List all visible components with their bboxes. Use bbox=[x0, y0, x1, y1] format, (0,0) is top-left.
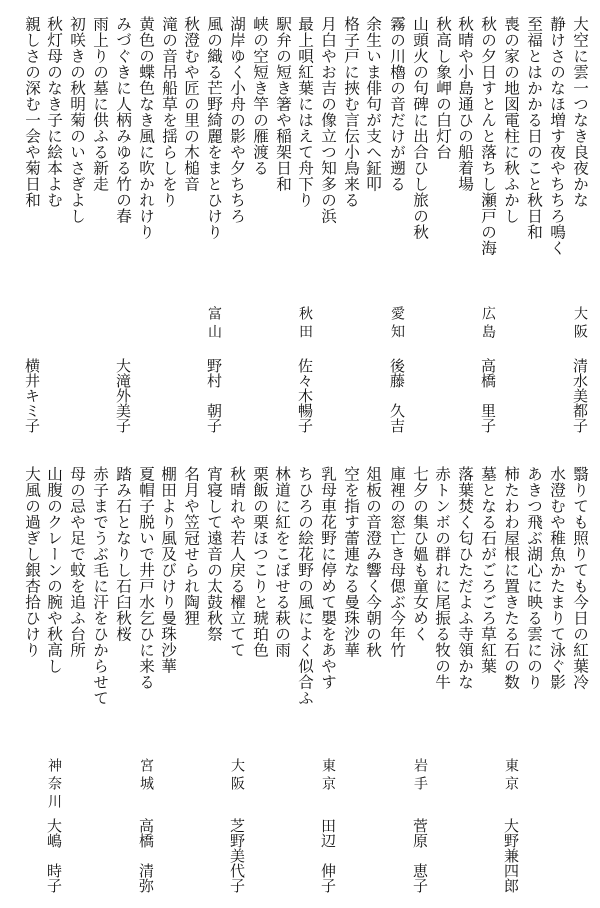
poem-line: 霧の川櫓の音だけが遡る bbox=[388, 16, 406, 192]
author-name: 佐々木暢子 bbox=[296, 358, 314, 433]
poem-line: 夏帽子脱いで井戸水乞ひに来る bbox=[137, 466, 155, 690]
poem-line: 柿たわわ屋根に置きたる石の数 bbox=[502, 466, 520, 690]
poem-line: 翳りても照りても今日の紅葉冷 bbox=[571, 466, 589, 690]
poem-line: 秋晴れや若人戻る櫂立てて bbox=[228, 466, 246, 658]
author-name: 横井キミ子 bbox=[23, 358, 41, 433]
poem-line: 峡の空短き竿の雁渡る bbox=[251, 16, 269, 176]
poem-line: 墓となる石がごろごろ草紅葉 bbox=[479, 466, 497, 674]
poem-line: 最上唄紅葉にはえて舟下り bbox=[296, 16, 314, 208]
author-name: 大滝外美子 bbox=[114, 358, 132, 433]
author-name: 後藤 久吉 bbox=[388, 358, 406, 433]
author-name: 田辺 伸子 bbox=[319, 818, 337, 893]
author-prefecture: 東京 bbox=[320, 758, 336, 794]
poem-line: あきつ飛ぶ湖心に映る雲にのり bbox=[525, 466, 543, 690]
poem-line: 踏み石となりし石臼秋桜 bbox=[114, 466, 132, 642]
poem-line: 大空に雲一つなき良夜かな bbox=[571, 16, 589, 208]
poem-line: みづぐきに人柄みゆる竹の春 bbox=[114, 16, 132, 224]
poem-line: 赤トンボの群れに尾振る牧の牛 bbox=[433, 466, 451, 690]
poem-line: 風の織る芒野綺麗をまとひけり bbox=[205, 16, 223, 240]
poem-line: 黄色の蝶色なき風に吹かれけり bbox=[137, 16, 155, 240]
poem-line: 山腹のクレーンの腕や秋高し bbox=[45, 466, 63, 674]
poem-line: 至福とはかかる日のこと秋日和 bbox=[525, 16, 543, 240]
poem-line: 静けさのなほ増す夜やちちろ鳴く bbox=[548, 16, 566, 256]
poem-line: 秋灯母のなき子に絵本よむ bbox=[45, 16, 63, 208]
poem-line: 秋澄むや匠の里の木槌音 bbox=[182, 16, 200, 192]
author-prefecture: 広島 bbox=[480, 306, 496, 342]
author-prefecture: 愛知 bbox=[389, 306, 405, 342]
author-prefecture: 秋田 bbox=[297, 306, 313, 342]
poem-line: 大風の過ぎし銀杏拾ひけり bbox=[23, 466, 41, 658]
poem-line: 秋晴や小島通ひの船着場 bbox=[456, 16, 474, 192]
poem-line: 親しさの深む一会や菊日和 bbox=[23, 16, 41, 208]
poem-line: 水澄むや稚魚かたまりて泳ぐ影 bbox=[548, 466, 566, 690]
author-prefecture: 神奈川 bbox=[46, 758, 62, 812]
poem-line: 落葉焚く匂ひただよふ寺領かな bbox=[456, 466, 474, 690]
poem-line: 母の忌や足で蚊を追ふ台所 bbox=[68, 466, 86, 658]
poem-line: 空を指す蕾連なる曼珠沙華 bbox=[342, 466, 360, 658]
poem-line: 俎板の音澄み響く今朝の秋 bbox=[364, 466, 382, 658]
author-name: 高橋 清弥 bbox=[137, 818, 155, 893]
author-name: 清水美都子 bbox=[571, 358, 589, 433]
poem-line: ちひろの絵花野の風によく似合ふ bbox=[296, 466, 314, 706]
author-name: 芝野美代子 bbox=[228, 818, 246, 893]
poem-line: 宵寝して遠音の太鼓秋祭 bbox=[205, 466, 223, 642]
poem-line: 庫裡の窓亡き母偲ぶ今年竹 bbox=[388, 466, 406, 658]
poem-line: 栗飯の栗ほつこりと琥珀色 bbox=[251, 466, 269, 658]
poem-line: 山頭火の句碑に出合ひし旅の秋 bbox=[411, 16, 429, 240]
poem-line: 七夕の集ひ媼も童女めく bbox=[411, 466, 429, 642]
poem-line: 格子戸に挾む言伝小鳥来る bbox=[342, 16, 360, 208]
poem-line: 駅弁の短き箸や稲架日和 bbox=[274, 16, 292, 192]
author-prefecture: 大阪 bbox=[229, 758, 245, 794]
author-name: 高橋 里子 bbox=[479, 358, 497, 433]
author-name: 菅原 恵子 bbox=[411, 818, 429, 893]
author-name: 野村 朝子 bbox=[205, 358, 223, 433]
author-prefecture: 大阪 bbox=[572, 306, 588, 342]
poem-line: 月白やお吉の像立つ知多の浜 bbox=[319, 16, 337, 224]
poem-line: 雨上りの墓に供ふる新走 bbox=[91, 16, 109, 192]
poem-line: 赤子までうぶ毛に汗をひからせて bbox=[91, 466, 109, 706]
poem-line: 喪の家の地図電柱に秋ふかし bbox=[502, 16, 520, 224]
author-name: 大野兼四郎 bbox=[502, 818, 520, 893]
poem-line: 名月や笠冠せられ陶狸 bbox=[182, 466, 200, 626]
author-prefecture: 岩手 bbox=[412, 758, 428, 794]
poem-line: 棚田より風及びけり曼珠沙華 bbox=[159, 466, 177, 674]
poem-line: 滝の音吊船草を揺らしをり bbox=[160, 16, 178, 208]
author-prefecture: 東京 bbox=[503, 758, 519, 794]
poem-line: 秋高し象岬の白灯台 bbox=[434, 16, 452, 160]
poem-line: 余生いま俳句が支へ鉦叩 bbox=[364, 16, 382, 192]
poem-line: 初咲きの秋明菊のいさぎよし bbox=[68, 16, 86, 224]
poem-line: 林道に紅をこぼせる萩の雨 bbox=[273, 466, 291, 658]
author-name: 大嶋 時子 bbox=[45, 818, 63, 893]
author-prefecture: 富山 bbox=[206, 306, 222, 342]
poem-line: 乳母車花野に停めて嬰をあやす bbox=[319, 466, 337, 690]
poem-line: 湖岸ゆく小舟の影や夕ちちろ bbox=[228, 16, 246, 224]
author-prefecture: 宮城 bbox=[138, 758, 154, 794]
poem-line: 秋の夕日すとんと落ちし瀬戸の海 bbox=[479, 16, 497, 256]
